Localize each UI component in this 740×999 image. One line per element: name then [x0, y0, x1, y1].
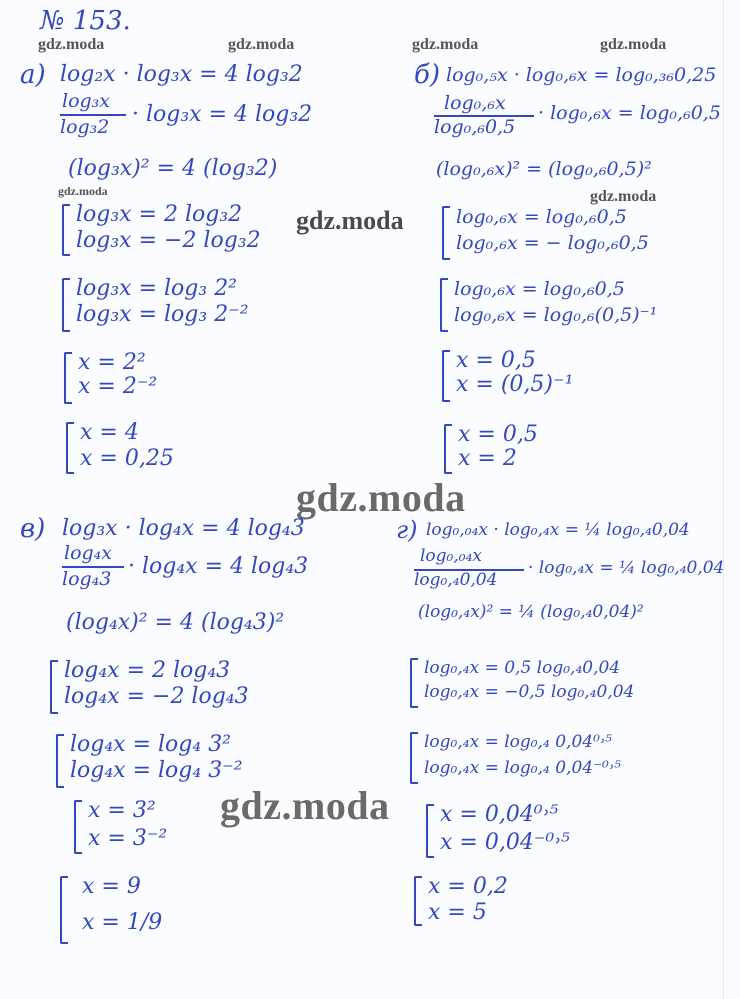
system-bracket [74, 800, 82, 854]
system-bracket [442, 206, 450, 260]
part-a-fraction-numerator: log₃x [62, 90, 111, 112]
watermark: gdz.moda [590, 188, 657, 205]
system-bracket [60, 876, 68, 944]
watermark: gdz.moda [58, 184, 108, 198]
system-bracket [66, 422, 74, 474]
part-v-step: log₄x = log₄ 3⁻² [70, 758, 243, 783]
part-a-label: а) [20, 60, 46, 90]
part-v-step: log₄x = 2 log₄3 [64, 658, 231, 683]
problem-number: № 153. [40, 6, 131, 36]
part-b-fraction-rest: · log₀,₆x = log₀,₆0,5 [538, 102, 721, 124]
part-v-fraction-rest: · log₄x = 4 log₄3 [128, 554, 309, 579]
part-g-step: log₀,₄x = log₀,₄ 0,04⁰˒⁵ [424, 732, 612, 752]
part-v-step: log₄x = −2 log₄3 [64, 684, 249, 709]
part-g-step: log₀,₄x = −0,5 log₀,₄0,04 [424, 682, 635, 702]
part-v-equation: log₃x · log₄x = 4 log₄3 [62, 516, 305, 541]
watermark: gdz.moda [38, 36, 105, 53]
part-a-fraction-rest: · log₃x = 4 log₃2 [132, 102, 313, 127]
system-bracket [410, 732, 418, 784]
part-a-step: x = 2² [78, 350, 146, 375]
page-margin-line [723, 0, 724, 999]
part-v-step: log₄x = log₄ 3² [70, 732, 232, 757]
part-b-label: б) [414, 60, 441, 90]
system-bracket [426, 804, 434, 858]
part-g-answer: x = 5 [428, 900, 487, 925]
part-g-label: г) [396, 516, 418, 544]
part-b-answer: x = 2 [458, 446, 517, 471]
part-b-step: log₀,₆x = log₀,₆0,5 [456, 206, 627, 228]
part-b-squared: (log₀,₆x)² = (log₀,₆0,5)² [436, 158, 652, 180]
system-bracket [50, 660, 58, 714]
part-b-step: log₀,₆x = log₀,₆(0,5)⁻¹ [454, 304, 658, 326]
watermark: gdz.moda [228, 36, 295, 53]
system-bracket [440, 278, 448, 332]
part-b-step: x = (0,5)⁻¹ [456, 372, 574, 397]
part-b-fraction-numerator: log₀,₆x [444, 92, 506, 114]
part-g-step: log₀,₄x = log₀,₄ 0,04⁻⁰˒⁵ [424, 758, 621, 778]
part-a-step: log₃x = log₃ 2⁻² [76, 302, 249, 327]
part-b-step: log₀,₆x = − log₀,₆0,5 [456, 232, 649, 254]
part-g-step: log₀,₄x = 0,5 log₀,₄0,04 [424, 658, 621, 678]
part-a-step: x = 2⁻² [78, 374, 158, 399]
watermark: gdz.moda [412, 36, 479, 53]
part-b-fraction-denominator: log₀,₆0,5 [434, 116, 516, 138]
watermark: gdz.moda [296, 475, 466, 520]
part-v-answer: x = 9 [82, 874, 141, 899]
part-a-step: log₃x = log₃ 2² [76, 276, 238, 301]
part-v-step: x = 3⁻² [88, 826, 168, 851]
part-v-step: x = 3² [88, 798, 156, 823]
part-b-equation: log₀,₅x · log₀,₆x = log₀,₃₆0,25 [446, 64, 717, 86]
part-b-step: log₀,₆x = log₀,₆0,5 [454, 278, 625, 300]
system-bracket [414, 876, 422, 926]
part-g-answer: x = 0,2 [428, 874, 508, 899]
part-a-squared: (log₃x)² = 4 (log₃2) [68, 156, 278, 181]
part-b-step: x = 0,5 [456, 348, 536, 373]
system-bracket [64, 352, 72, 404]
part-a-step: log₃x = −2 log₃2 [76, 228, 261, 253]
part-g-fraction-rest: · log₀,₄x = ¼ log₀,₄0,04 [528, 558, 725, 578]
part-g-step: x = 0,04⁻⁰˒⁵ [440, 830, 570, 855]
part-b-answer: x = 0,5 [458, 422, 538, 447]
watermark: gdz.moda [296, 206, 404, 235]
part-g-step: x = 0,04⁰˒⁵ [440, 802, 559, 827]
watermark: gdz.moda [220, 783, 390, 828]
part-a-equation: log₂x · log₃x = 4 log₃2 [60, 62, 303, 87]
part-a-answer: x = 4 [80, 420, 139, 445]
system-bracket [444, 424, 452, 474]
part-g-fraction-numerator: log₀,₀₄x [420, 546, 482, 566]
part-g-squared: (log₀,₄x)² = ¼ (log₀,₄0,04)² [418, 602, 644, 622]
part-g-fraction-denominator: log₀,₄0,04 [414, 570, 498, 590]
part-a-answer: x = 0,25 [80, 446, 174, 471]
part-g-equation: log₀,₀₄x · log₀,₄x = ¼ log₀,₄0,04 [426, 520, 690, 540]
system-bracket [62, 204, 70, 256]
system-bracket [62, 278, 70, 332]
part-v-fraction-numerator: log₄x [64, 542, 113, 564]
system-bracket [442, 350, 450, 402]
part-a-fraction-denominator: log₃2 [60, 116, 110, 138]
part-a-step: log₃x = 2 log₃2 [76, 202, 243, 227]
part-v-squared: (log₄x)² = 4 (log₄3)² [66, 610, 285, 635]
part-v-answer: x = 1/9 [82, 910, 163, 935]
part-v-fraction-denominator: log₄3 [62, 568, 112, 590]
system-bracket [410, 658, 418, 708]
system-bracket [56, 734, 64, 788]
part-v-label: в) [20, 514, 46, 544]
watermark: gdz.moda [600, 36, 667, 53]
